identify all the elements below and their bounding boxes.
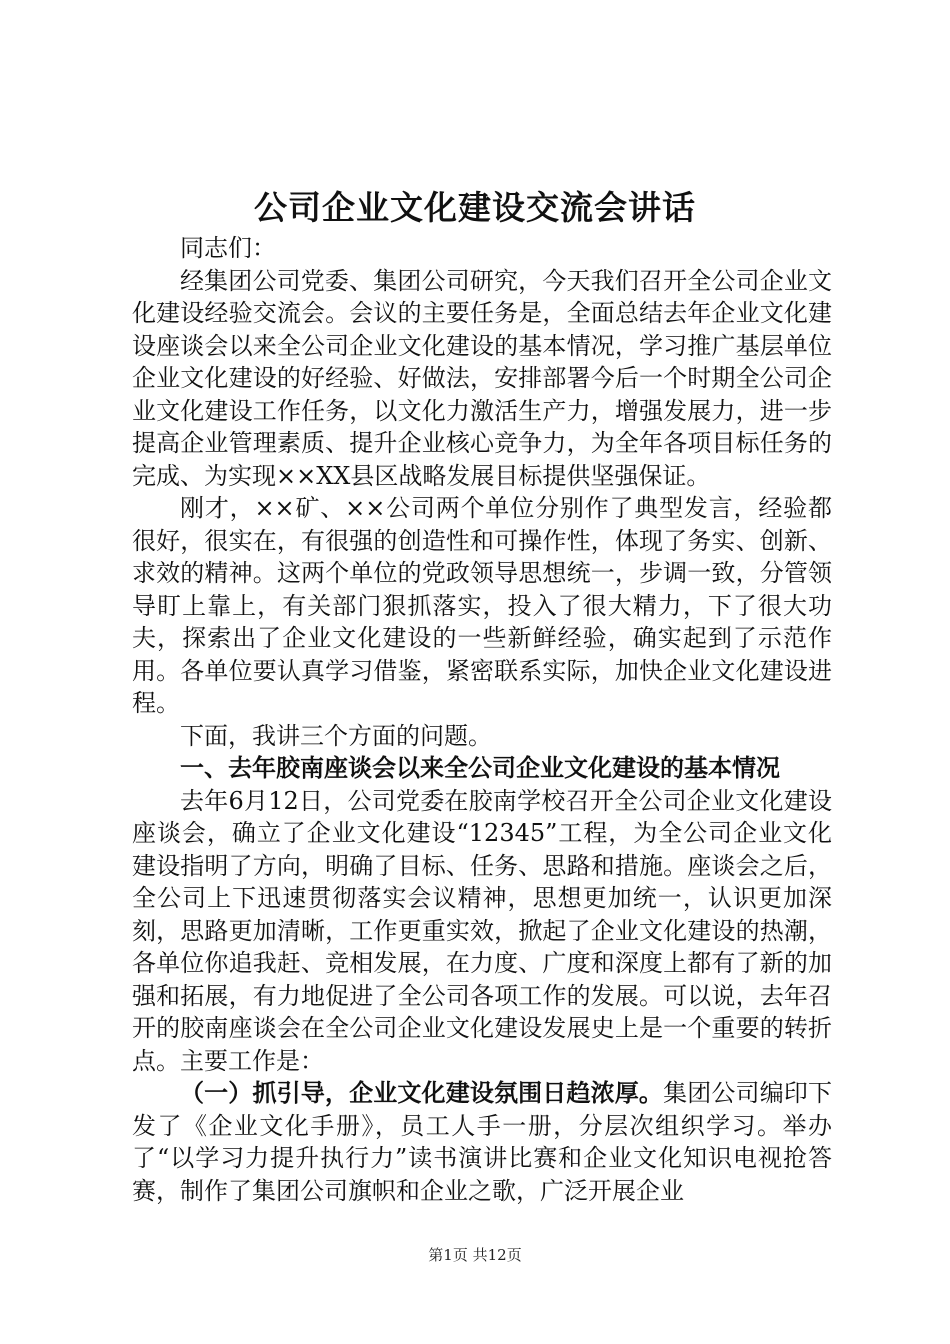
page-number: 第1页 共12页 (428, 1246, 522, 1264)
paragraph-three-issues: 下面，我讲三个方面的问题。 (180, 721, 492, 750)
document-body (132, 232, 832, 1207)
section-paragraph: 去年6月12日，公司党委在胶南学校召开全公司企业文化建设座谈会，确立了企业文化建设“12345”工程，为全公司企业文化建设指明了方向，明确了目标、任务、思路和措施。座谈会之后，全公司上下迅速贯彻落实会议精神，思想更加统一，认识更加深刻，思路更加清晰，工作更重实效，掀起了企业文化建设的热潮，各单位你追我赶、竞相发展，在力度、广度和深度上都有了新的加强和拓展，有力地促进了全公司各项工作的发展。可以说，去年召开的胶南座谈会在全公司企业文化建设发展史上是一个重要的转折点。主要工作是： (132, 786, 832, 1075)
paragraph-typical-speeches: 刚才，××矿、××公司两个单位分别作了典型发言，经验都很好，很实在，有很强的创造性和可操作性，体现了务实、创新、求效的精神。这两个单位的党政领导思想统一，步调一致，分管领导盯上靠上，有关部门狠抓落实，投入了很大精力，下了很大功夫，探索出了企业文化建设的一些新鲜经验，确实起到了示范作用。各单位要认真学习借鉴，紧密联系实际，加快企业文化建设进程。 (132, 494, 832, 717)
section-heading: 一、去年胶南座谈会以来全公司企业文化建设的基本情况 (180, 754, 780, 782)
subsection-lead: （一）抓引导，企业文化建设氛围日趋浓厚。 (180, 1079, 664, 1107)
paragraph-intro: 经集团公司党委、集团公司研究，今天我们召开全公司企业文化建设经验交流会。会议的主要任务是，全面总结去年企业文化建设座谈会以来全公司企业文化建设的基本情况，学习推广基层单位企业文化建设的好经验、好做法，安排部署今后一个时期全公司企业文化建设工作任务，以文化力激活生产力，增强发展力，进一步提高企业管理素质、提升企业核心竞争力，为全年各项目标任务的完成、为实现××XX县区战略发展目标提供坚强保证。 (132, 266, 832, 490)
subsection-text: 集团公司编印下发了《企业文化手册》，员工人手一册，分层次组织学习。举办了“以学习力提升执行力”读书演讲比赛和企业文化知识电视抢答赛，制作了集团公司旗帜和企业之歌，广泛开展企业 (132, 1079, 833, 1205)
subsection-paragraph (132, 1077, 832, 1207)
document-title: 公司企业文化建设交流会讲话 (254, 188, 696, 227)
salutation: 同志们： (180, 234, 276, 262)
